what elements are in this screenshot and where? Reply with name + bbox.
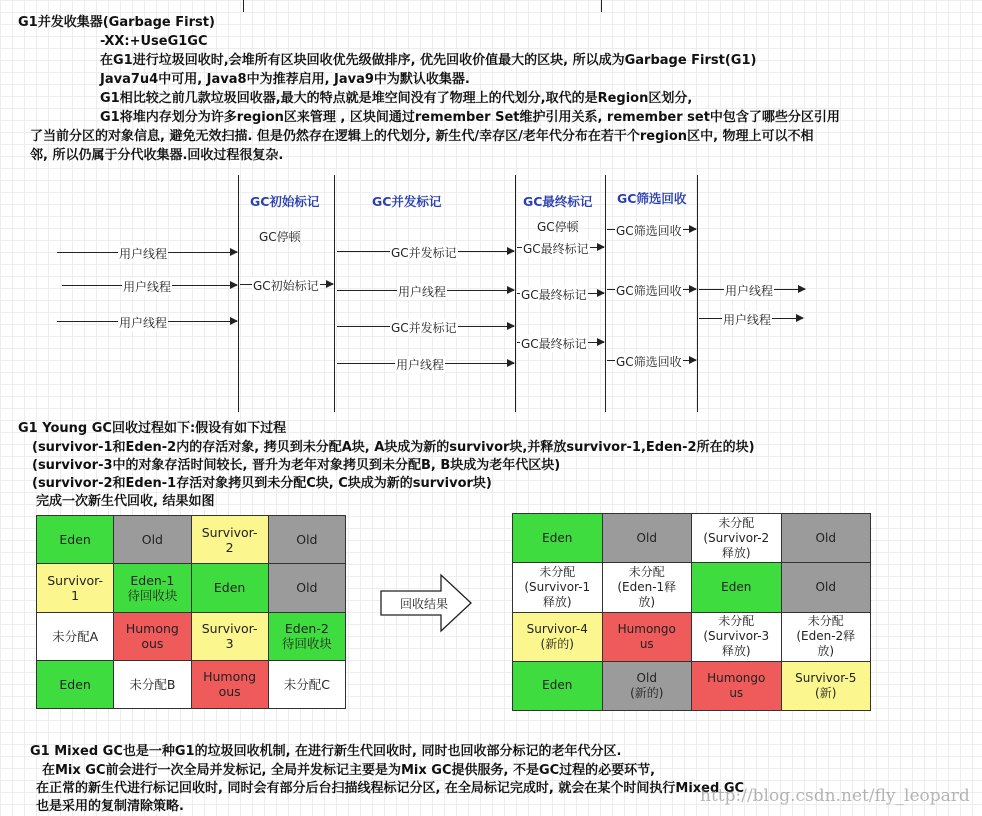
cleanup-label: GC筛选回收 [616, 284, 682, 298]
region-cell-free: 未分配 (Survivor-2 释放) [692, 514, 781, 562]
region-cell-eden: Eden-2 待回收块 [269, 613, 345, 660]
region-cell-old: Old [114, 516, 190, 563]
phase-divider-end [697, 175, 698, 412]
heap-regions-before [36, 515, 346, 709]
young-gc-line: 完成一次新生代回收, 结果如图 [36, 494, 215, 509]
mixed-gc-line: 在正常的新生代进行标记回收时, 同时会有部分后台扫描线程标记分区, 在全局标记完成时, 就会在某个时间执行Mixed GC [36, 781, 745, 796]
region-cell-hum: Humongo us [692, 662, 781, 710]
mixed-gc-line: 也是采用的复制清除策略. [36, 799, 184, 814]
region-cell-eden: Eden [37, 661, 113, 708]
region-cell-surv: Survivor- 3 [192, 613, 268, 660]
phase-title-concurrent-mark: GC并发标记 [372, 194, 442, 209]
young-gc-line: (survivor-2和Eden-1存活对象拷贝到未分配C块, C块成为新的survivor块) [32, 476, 492, 491]
region-cell-surv: Survivor- 1 [37, 564, 113, 611]
region-cell-surv: Survivor-5 (新) [782, 662, 871, 710]
phase-title-initial-mark: GC初始标记 [250, 194, 320, 209]
watermark: http://blog.csdn.net/fly_leopard [700, 786, 970, 806]
region-cell-free: 未分配B [114, 661, 190, 708]
region-cell-hum: Humong ous [114, 613, 190, 660]
user-thread-label: 用户线程 [396, 358, 445, 372]
final-mark-label: GC最终标记 [521, 288, 587, 302]
top-divider-right [601, 0, 602, 12]
region-cell-old: Old [782, 514, 871, 562]
user-thread-label: 用户线程 [119, 247, 168, 261]
region-cell-free: 未分配 (Survivor-1 释放) [513, 563, 602, 611]
intro-line: 了当前分区的对象信息, 避免无效扫描. 但是仍然存在逻辑上的代划分, 新生代/幸存区/老年代分布在若干个region区中, 物理上可以不相 [30, 129, 814, 144]
region-cell-eden: Eden [192, 564, 268, 611]
pause-label: GC停顿 [259, 230, 301, 244]
result-label: 回收结果 [400, 597, 449, 611]
region-cell-free: 未分配C [269, 661, 345, 708]
young-gc-line: (survivor-3中的对象存活时间较长, 晋升为老年对象拷贝到未分配B, B块成为老年代区块) [32, 458, 561, 473]
concurrent-mark-label: GC并发标记 [391, 321, 457, 335]
user-thread-label: 用户线程 [398, 285, 447, 299]
phase-divider-initial [238, 175, 239, 412]
region-cell-free: 未分配 (Eden-1释 放) [603, 563, 692, 611]
user-thread-label: 用户线程 [123, 280, 172, 294]
region-cell-hum: Humongo us [603, 613, 692, 661]
region-cell-old: Old [269, 516, 345, 563]
intro-line: 邻, 所以仍属于分代收集器.回收过程很复杂. [30, 148, 284, 163]
phase-divider-concurrent [334, 175, 335, 412]
phase-title-final-mark: GC最终标记 [523, 194, 593, 209]
region-cell-free: 未分配 (Survivor-3 释放) [692, 613, 781, 661]
region-cell-eden: Eden [513, 662, 602, 710]
region-cell-surv: Survivor- 2 [192, 516, 268, 563]
user-thread-label: 用户线程 [725, 284, 774, 298]
pause-label: GC停顿 [537, 220, 579, 234]
top-divider-left [243, 0, 244, 12]
intro-line: Java7u4中可用, Java8中为推荐启用, Java9中为默认收集器. [100, 72, 470, 87]
initial-mark-label: GC初始标记 [253, 279, 319, 293]
intro-line: 在G1进行垃圾回收时,会堆所有区块回收优先级做排序, 优先回收价值最大的区块, 所以成为Garbage First(G1) [100, 53, 757, 68]
region-cell-hum: Humong ous [192, 661, 268, 708]
intro-line: G1将堆内存划分为许多region区来管理 , 区块间通过remember Set维护引用关系, remember set中包含了哪些分区引用 [100, 110, 840, 125]
region-cell-eden: Eden [513, 514, 602, 562]
phase-divider-cleanup [605, 175, 606, 412]
final-mark-label: GC最终标记 [521, 337, 587, 351]
region-cell-free: 未分配A [37, 613, 113, 660]
region-cell-eden: Eden-1 待回收块 [114, 564, 190, 611]
region-cell-old: Old [782, 563, 871, 611]
final-mark-label: GC最终标记 [523, 242, 589, 256]
region-cell-eden: Eden [37, 516, 113, 563]
young-gc-title: G1 Young GC回收过程如下:假设有如下过程 [18, 421, 287, 436]
region-cell-eden: Eden [692, 563, 781, 611]
region-cell-old: Old [603, 514, 692, 562]
region-cell-free: 未分配 (Eden-2释 放) [782, 613, 871, 661]
intro-line: G1相比较之前几款垃圾回收器,最大的特点就是堆空间没有了物理上的代划分,取代的是Region区划分, [100, 91, 693, 106]
mixed-gc-line: G1 Mixed GC也是一种G1的垃圾回收机制, 在进行新生代回收时, 同时也回收部分标记的老年代分区. [30, 744, 622, 759]
heap-regions-after [512, 513, 871, 711]
young-gc-line: (survivor-1和Eden-2内的存活对象, 拷贝到未分配A块, A块成为新的survivor块,并释放survivor-1,Eden-2所在的块) [32, 440, 755, 455]
intro-title: G1并发收集器(Garbage First) [18, 15, 215, 30]
phase-divider-final [515, 175, 516, 412]
cleanup-label: GC筛选回收 [616, 355, 682, 369]
user-thread-label: 用户线程 [723, 313, 772, 327]
intro-line: -XX:+UseG1GC [100, 34, 208, 49]
cleanup-label: GC筛选回收 [616, 224, 682, 238]
region-cell-old: Old (新的) [603, 662, 692, 710]
region-cell-old: Old [269, 564, 345, 611]
mixed-gc-line: 在Mix GC前会进行一次全局并发标记, 全局并发标记主要是为Mix GC提供服务, 不是GC过程的必要环节, [42, 763, 656, 778]
user-thread-label: 用户线程 [119, 316, 168, 330]
concurrent-mark-label: GC并发标记 [391, 246, 457, 260]
phase-title-cleanup: GC筛选回收 [617, 191, 687, 206]
region-cell-surv: Survivor-4 (新的) [513, 613, 602, 661]
